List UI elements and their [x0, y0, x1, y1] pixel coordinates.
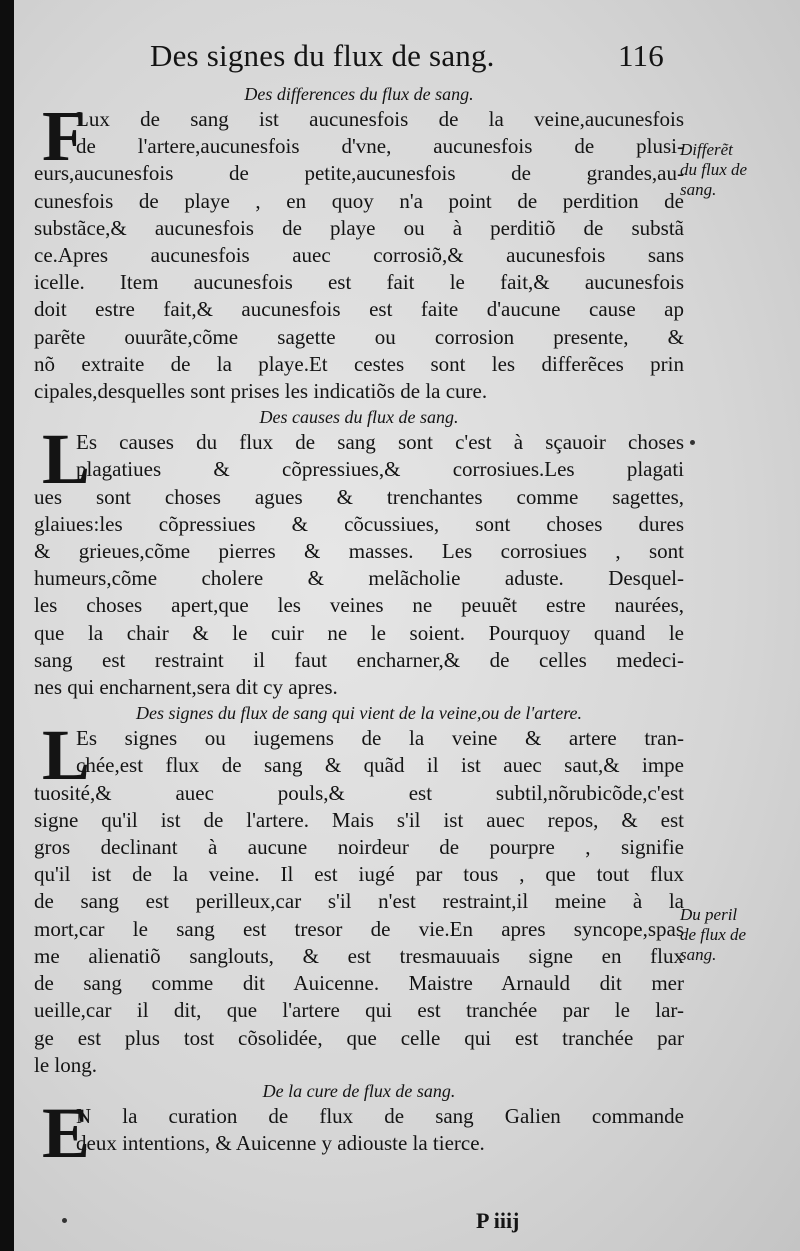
text-line: me alienatiõ sanglouts, & est tresmauuais signe en flux [34, 943, 684, 968]
text-line: nes qui encharnent,sera dit cy apres. [34, 675, 338, 700]
section-heading: Des differences du flux de sang. [244, 84, 474, 104]
text-line: Lux de sang ist aucunesfois de la veine,aucunesfois [76, 107, 684, 131]
text-line: deux intentions, & Auicenne y adiouste la tierce. [76, 1131, 485, 1156]
paragraph [34, 96, 684, 405]
text-line: ues sont choses agues & trenchantes comme sagettes, [34, 484, 684, 509]
text-line: parẽte ouurãte,cõme sagette ou corrosion presente, & [34, 324, 684, 349]
text-line: les choses apert,que les veines ne peuuẽt estre naurées, [34, 593, 684, 618]
text-line: substãce,& aucunesfois de playe ou à perditiõ de substã [34, 215, 684, 240]
text-line: ueille,car il dit, que l'artere qui est tranchée par le lar- [34, 998, 684, 1023]
text-line: signe qu'il ist de l'artere. Mais s'il ist auec repos, & est [34, 807, 684, 832]
page-number: 116 [618, 38, 664, 73]
text-line: doit estre fait,& aucunesfois est faite d'aucune cause ap [34, 297, 684, 322]
drop-cap: F [42, 96, 86, 176]
text-line: de sang comme dit Auicenne. Maistre Arnauld dit mer [34, 971, 684, 996]
text-line: N la curation de flux de sang Galien commande [76, 1103, 684, 1128]
text-line: icelle. Item aucunesfois est fait le fait,& aucunesfois [34, 270, 684, 295]
margin-note-line: Differẽt [680, 140, 733, 159]
text-line: cunesfois de playe , en quoy n'a point de perdition de [34, 188, 684, 213]
ink-speck [62, 1218, 67, 1223]
text-line: Es causes du flux de sang sont c'est à sçauoir choses [76, 430, 684, 455]
margin-note-line: Du peril [680, 905, 738, 924]
margin-note-line: de flux de [680, 925, 747, 944]
text-line: chée,est flux de sang & quãd il ist auec saut,& impe [76, 753, 684, 778]
section-differences [34, 96, 684, 405]
text-line: qu'il ist de la veine. Il est iugé par tous , que tout flux [34, 862, 684, 887]
section-heading: Des causes du flux de sang. [259, 407, 459, 428]
margin-note-line: du flux de [680, 160, 748, 179]
drop-cap: E [42, 1092, 91, 1173]
text-line: tuosité,& auec pouls,& est subtil,nõrubicõde,c'est [34, 780, 684, 805]
margin-note-line: sang. [680, 180, 717, 199]
section-cure [34, 1092, 684, 1173]
running-head-title: Des signes du flux de sang. [150, 38, 495, 73]
text-line: le long. [34, 1052, 97, 1077]
paragraph [34, 419, 684, 701]
section-causes [34, 419, 684, 701]
drop-cap: L [42, 715, 91, 796]
text-line: mort,car le sang est tresor de vie.En apres syncope,spas [34, 916, 684, 941]
text-line: glaiues:les cõpressiues & cõcussiues, sont choses dures [34, 511, 684, 536]
text-line: ce.Apres aucunesfois auec corrosiõ,& aucunesfois sans [34, 243, 684, 268]
signature-mark: P iiij [476, 1208, 520, 1233]
text-line: sang est restraint il faut encharner,& de celles medeci- [34, 647, 684, 672]
body-text [34, 82, 684, 1173]
ink-speck [690, 440, 695, 445]
text-line: eurs,aucunesfois de petite,aucunesfois de grandes,au- [34, 161, 684, 186]
text-line: humeurs,cõme cholere & melãcholie aduste. Desquel- [34, 566, 684, 591]
text-line: Es signes ou iugemens de la veine & artere tran- [76, 726, 684, 751]
text-line: que la chair & le cuir ne le soient. Pourquoy quand le [34, 620, 684, 645]
book-page [14, 0, 800, 1251]
text-line: nõ extraite de la playe.Et cestes sont les differẽces prin [34, 351, 684, 376]
text-line: de sang est perilleux,car s'il n'est restraint,il meine à la [34, 889, 684, 914]
paragraph [34, 1103, 684, 1157]
section-signs [34, 715, 684, 1079]
text-line: gros declinant à aucune noirdeur de pourpre , signifie [34, 835, 684, 860]
drop-cap: L [42, 419, 91, 500]
margin-note [680, 140, 800, 200]
section-heading: De la cure de flux de sang. [262, 1080, 456, 1101]
paragraph [34, 715, 684, 1079]
text-line: plagatiues & cõpressiues,& corrosiues.Les plagati [76, 457, 684, 482]
section-heading: Des signes du flux de sang qui vient de la veine,ou de l'artere. [135, 703, 583, 724]
margin-note [680, 905, 800, 965]
running-head [150, 38, 670, 78]
text-line: ge est plus tost cõsolidée, que celle qui est tranchée par [34, 1025, 684, 1050]
text-line: de l'artere,aucunesfois d'vne, aucunesfois de plusi- [76, 134, 684, 159]
text-line: cipales,desquelles sont prises les indicatiõs de la cure. [34, 379, 488, 404]
text-line: & grieues,cõme pierres & masses. Les corrosiues , sont [34, 539, 684, 564]
margin-note-line: sang. [680, 945, 717, 964]
